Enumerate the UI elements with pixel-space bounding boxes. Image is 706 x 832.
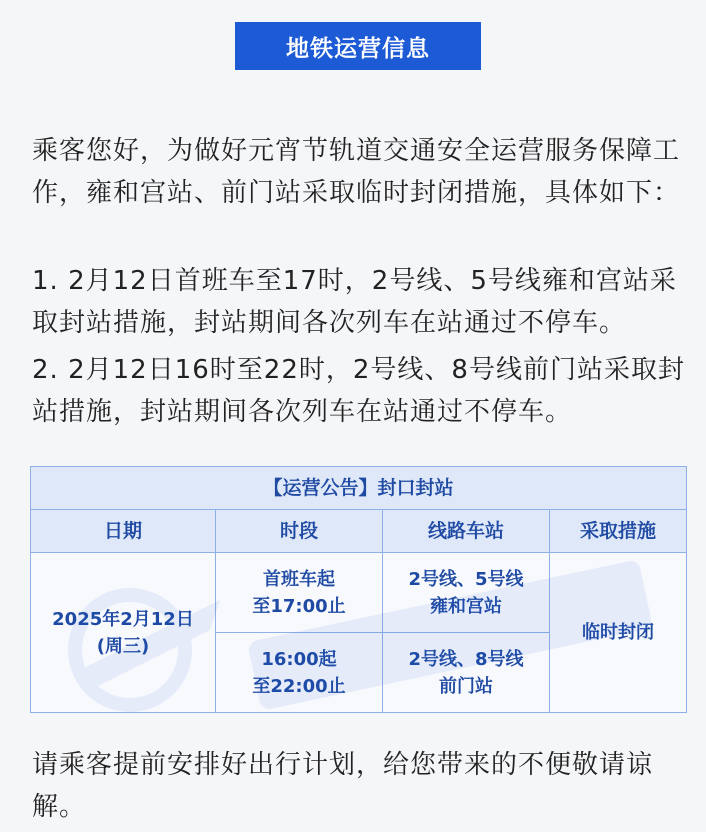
table-caption: 【运营公告】封口封站 <box>31 467 687 510</box>
date-cell <box>31 553 216 713</box>
time-end: 至17:00止 <box>252 595 346 617</box>
page-title <box>235 22 481 70</box>
time-cell <box>216 553 383 633</box>
page-title-text: 地铁运营信息 <box>286 35 430 62</box>
time-cell <box>216 633 383 713</box>
header-time: 时段 <box>216 510 383 553</box>
table-row <box>31 553 687 633</box>
closing-paragraph: 请乘客提前安排好出行计划，给您带来的不便敬请谅解。 <box>32 750 654 822</box>
closure-table <box>30 466 687 713</box>
station-lines: 2号线、8号线 <box>408 648 524 670</box>
header-measure: 采取措施 <box>550 510 687 553</box>
station-cell <box>383 633 550 713</box>
station-cell <box>383 553 550 633</box>
intro-paragraph: 乘客您好，为做好元宵节轨道交通安全运营服务保障工作，雍和宫站、前门站采取临时封闭措施，具体如下： <box>32 136 681 208</box>
time-start: 16:00起 <box>261 648 337 670</box>
header-station: 线路车站 <box>383 510 550 553</box>
time-start: 首班车起 <box>263 568 335 590</box>
closure-item-1: 1. 2月12日首班车至17时，2号线、5号线雍和宫站采取封站措施，封站期间各次列车在站通过不停车。 <box>32 266 677 338</box>
table-caption-row <box>31 467 687 510</box>
measure-cell: 临时封闭 <box>550 553 687 713</box>
header-date: 日期 <box>31 510 216 553</box>
time-end: 至22:00止 <box>252 675 346 697</box>
date-value: 2025年2月12日 <box>52 608 194 630</box>
weekday-value: (周三) <box>96 635 150 657</box>
station-name: 雍和宫站 <box>430 595 502 617</box>
station-name: 前门站 <box>439 675 493 697</box>
table-header-row <box>31 510 687 553</box>
closure-item-2: 2. 2月12日16时至22时，2号线、8号线前门站采取封站措施，封站期间各次列车在站通过不停车。 <box>32 355 685 427</box>
station-lines: 2号线、5号线 <box>408 568 524 590</box>
